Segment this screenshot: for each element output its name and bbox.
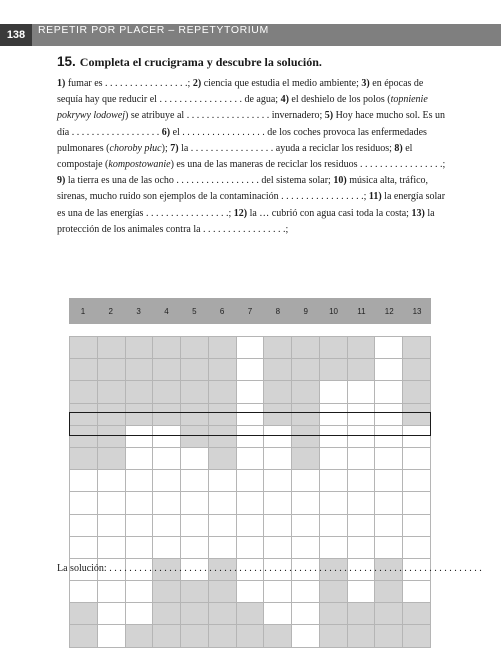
- clue-text: la … cubrió con agua casi toda la costa;: [247, 207, 412, 219]
- crossword-cell[interactable]: [237, 359, 265, 381]
- clue-translation: choroby płuc: [109, 142, 162, 154]
- crossword-cell[interactable]: [237, 625, 265, 647]
- column-number: 4: [164, 306, 169, 316]
- clue-text-after: );: [161, 142, 171, 154]
- crossword-cell[interactable]: [348, 404, 376, 426]
- solution-cell[interactable]: [153, 470, 181, 492]
- crossword-cell[interactable]: [403, 381, 431, 403]
- crossword-cell[interactable]: [126, 492, 154, 514]
- column-number: 1: [80, 306, 86, 316]
- crossword-cell[interactable]: [70, 515, 98, 537]
- crossword-cell[interactable]: [375, 448, 403, 470]
- crossword-cell[interactable]: [403, 581, 431, 603]
- solution-label: La solución:: [57, 563, 107, 574]
- crossword-cell[interactable]: [264, 492, 292, 514]
- crossword-cell[interactable]: [320, 515, 348, 537]
- column-number: 7: [247, 306, 253, 316]
- solution-dots: . . . . . . . . . . . . . . . . . . . . . . . . . . . . . . . . . . . . . . . . . . . . . . . . . . . . . . . . . . . . . . . . . . . . . . . . . . .: [106, 563, 482, 574]
- crossword-cell[interactable]: [292, 625, 320, 647]
- solution-line: [57, 563, 482, 574]
- clue-number: 5): [324, 110, 334, 122]
- crossword-cell[interactable]: [209, 337, 237, 359]
- exercise-title: [57, 54, 322, 70]
- solution-cell[interactable]: [320, 470, 348, 492]
- crossword-cell[interactable]: [126, 381, 154, 403]
- crossword-cell[interactable]: [403, 603, 431, 625]
- crossword-cell[interactable]: [98, 337, 126, 359]
- crossword-cell[interactable]: [70, 625, 98, 647]
- crossword-cell[interactable]: [126, 404, 154, 426]
- crossword-cell[interactable]: [292, 448, 320, 470]
- column-number: 13: [412, 306, 422, 316]
- crossword-cell[interactable]: [237, 492, 265, 514]
- clue-translation: kompostowanie: [108, 159, 171, 171]
- crossword-cell[interactable]: [181, 625, 209, 647]
- crossword-cell[interactable]: [209, 625, 237, 647]
- crossword-cell[interactable]: [209, 492, 237, 514]
- crossword-cell[interactable]: [375, 581, 403, 603]
- clue-text-after: ) es una de las maneras de reciclar los residuos . . . . . . . . . . . . . . . . .;: [170, 159, 446, 171]
- crossword-cell[interactable]: [375, 404, 403, 426]
- crossword-cell[interactable]: [320, 581, 348, 603]
- crossword-cell[interactable]: [126, 448, 154, 470]
- crossword-cell[interactable]: [70, 581, 98, 603]
- column-number: 9: [303, 306, 308, 316]
- crossword-cell[interactable]: [375, 426, 403, 448]
- crossword-cell[interactable]: [292, 359, 320, 381]
- solution-cell[interactable]: [292, 470, 320, 492]
- crossword-cell[interactable]: [70, 603, 98, 625]
- clue-text: música alta, tráfico, sirenas, mucho ruido son ejemplos de la contaminación . . . . . . . . . . . . . . . . .;: [57, 175, 429, 203]
- crossword-cell[interactable]: [98, 537, 126, 559]
- column-number: 2: [108, 306, 113, 316]
- crossword-cell[interactable]: [348, 381, 376, 403]
- crossword-cell[interactable]: [181, 537, 209, 559]
- column-number-row: [69, 298, 431, 324]
- crossword-cell[interactable]: [70, 404, 98, 426]
- crossword-cell[interactable]: [264, 359, 292, 381]
- crossword-cell[interactable]: [181, 515, 209, 537]
- crossword-cell[interactable]: [264, 515, 292, 537]
- clue-text-after: ) se atribuye al . . . . . . . . . . . . . . . . . invernadero;: [125, 110, 325, 122]
- crossword-cell[interactable]: [348, 537, 376, 559]
- running-head: REPETIR POR PLACER – REPETYTORIUM: [38, 24, 269, 36]
- crossword-cell[interactable]: [98, 426, 126, 448]
- crossword-cell[interactable]: [320, 603, 348, 625]
- page-number: 138: [0, 24, 32, 46]
- crossword-cell[interactable]: [153, 492, 181, 514]
- crossword-cell[interactable]: [126, 359, 154, 381]
- crossword-cell[interactable]: [70, 426, 98, 448]
- solution-cell[interactable]: [209, 470, 237, 492]
- crossword-cell[interactable]: [348, 359, 376, 381]
- crossword-cell[interactable]: [153, 359, 181, 381]
- crossword-cell[interactable]: [98, 581, 126, 603]
- crossword-cell[interactable]: [98, 515, 126, 537]
- crossword-cell[interactable]: [126, 625, 154, 647]
- crossword-cell[interactable]: [320, 381, 348, 403]
- crossword-cell[interactable]: [98, 603, 126, 625]
- crossword-cell[interactable]: [181, 581, 209, 603]
- clue-text: el . . . . . . . . . . . . . . . . . de los coches provoca las enfermedades pulmonares (: [57, 126, 427, 154]
- crossword-cell[interactable]: [181, 426, 209, 448]
- crossword-cell[interactable]: [98, 448, 126, 470]
- crossword-cell[interactable]: [403, 337, 431, 359]
- crossword-cell[interactable]: [70, 537, 98, 559]
- crossword-cell[interactable]: [320, 625, 348, 647]
- clue: [170, 143, 394, 154]
- crossword-cell[interactable]: [209, 381, 237, 403]
- crossword-cell[interactable]: [320, 448, 348, 470]
- crossword-cell[interactable]: [153, 625, 181, 647]
- clue-text: el compostaje (: [57, 142, 413, 171]
- crossword-cell[interactable]: [375, 537, 403, 559]
- crossword-cell[interactable]: [153, 337, 181, 359]
- crossword-cell[interactable]: [348, 426, 376, 448]
- crossword-cell[interactable]: [403, 537, 431, 559]
- crossword-grid: [69, 336, 431, 648]
- crossword-cell[interactable]: [320, 337, 348, 359]
- crossword-cell[interactable]: [348, 337, 376, 359]
- crossword-cell[interactable]: [292, 337, 320, 359]
- running-header-bar: [0, 24, 501, 46]
- crossword-cell[interactable]: [98, 492, 126, 514]
- solution-cell[interactable]: [70, 470, 98, 492]
- crossword-cell[interactable]: [264, 603, 292, 625]
- crossword-cell[interactable]: [264, 337, 292, 359]
- crossword-cell[interactable]: [264, 537, 292, 559]
- clue-number: 13): [411, 207, 425, 219]
- crossword-cell[interactable]: [237, 581, 265, 603]
- solution-cell[interactable]: [403, 470, 431, 492]
- crossword-cell[interactable]: [209, 404, 237, 426]
- crossword-cell[interactable]: [237, 515, 265, 537]
- crossword-cell[interactable]: [292, 515, 320, 537]
- crossword-cell[interactable]: [237, 537, 265, 559]
- crossword-cell[interactable]: [209, 448, 237, 470]
- clue-text: la tierra es una de las ocho . . . . . . . . . . . . . . . . . del sistema solar;: [65, 175, 334, 187]
- crossword-cell[interactable]: [264, 448, 292, 470]
- clue-text: la . . . . . . . . . . . . . . . . . ayuda a reciclar los residuos;: [178, 142, 395, 154]
- clue: [193, 78, 362, 89]
- crossword-cell[interactable]: [320, 492, 348, 514]
- clue-text: fumar es . . . . . . . . . . . . . . . . .;: [65, 78, 193, 89]
- crossword-cell[interactable]: [98, 381, 126, 403]
- crossword-cell[interactable]: [375, 515, 403, 537]
- crossword-cell[interactable]: [70, 381, 98, 403]
- crossword-cell[interactable]: [375, 337, 403, 359]
- crossword-cell[interactable]: [403, 625, 431, 647]
- crossword-cell[interactable]: [264, 404, 292, 426]
- crossword-cell[interactable]: [153, 448, 181, 470]
- crossword-cell[interactable]: [292, 537, 320, 559]
- crossword-cell[interactable]: [375, 359, 403, 381]
- crossword-cell[interactable]: [209, 581, 237, 603]
- crossword-cell[interactable]: [153, 515, 181, 537]
- crossword-cell[interactable]: [153, 537, 181, 559]
- crossword-cell[interactable]: [292, 492, 320, 514]
- crossword-cell[interactable]: [292, 603, 320, 625]
- clue-number: 2): [192, 78, 202, 89]
- clue-translation: topnienie pokrywy lodowej: [57, 94, 428, 122]
- crossword-cell[interactable]: [375, 381, 403, 403]
- crossword-cell[interactable]: [348, 603, 376, 625]
- crossword-cell[interactable]: [320, 426, 348, 448]
- exercise-instruction: Completa el crucigrama y descubre la solución.: [79, 55, 322, 69]
- crossword-cell[interactable]: [264, 625, 292, 647]
- clue-text: ciencia que estudia el medio ambiente;: [201, 78, 362, 89]
- column-number: 12: [384, 306, 394, 316]
- crossword-cell[interactable]: [209, 537, 237, 559]
- crossword-cell[interactable]: [153, 404, 181, 426]
- crossword-cell[interactable]: [153, 381, 181, 403]
- solution-cell[interactable]: [375, 470, 403, 492]
- crossword-cell[interactable]: [153, 581, 181, 603]
- clue-number: 12): [233, 207, 248, 219]
- clue-number: 10): [333, 175, 347, 187]
- crossword-cell[interactable]: [126, 603, 154, 625]
- crossword-cell[interactable]: [153, 603, 181, 625]
- column-number: 5: [192, 306, 197, 316]
- crossword-cell[interactable]: [292, 404, 320, 426]
- crossword-cell[interactable]: [209, 426, 237, 448]
- crossword-cell[interactable]: [320, 537, 348, 559]
- crossword-cell[interactable]: [181, 337, 209, 359]
- crossword-cell[interactable]: [98, 404, 126, 426]
- solution-cell[interactable]: [126, 470, 154, 492]
- crossword-cell[interactable]: [70, 337, 98, 359]
- crossword-cell[interactable]: [181, 603, 209, 625]
- crossword-cell[interactable]: [348, 625, 376, 647]
- crossword-cell[interactable]: [98, 359, 126, 381]
- crossword-cell[interactable]: [403, 448, 431, 470]
- crossword-cell[interactable]: [181, 381, 209, 403]
- crossword-cell[interactable]: [126, 515, 154, 537]
- clue-number: 3): [361, 78, 370, 89]
- crossword-cell[interactable]: [209, 515, 237, 537]
- clue-text: la energía solar es una de las energías . . . . . . . . . . . . . . . . .;: [57, 191, 446, 219]
- column-number: 11: [357, 306, 366, 316]
- solution-cell[interactable]: [348, 470, 376, 492]
- crossword-cell[interactable]: [70, 448, 98, 470]
- clue: [234, 208, 412, 219]
- column-number: 3: [136, 306, 141, 316]
- solution-cell[interactable]: [98, 470, 126, 492]
- crossword-cell[interactable]: [126, 581, 154, 603]
- crossword-cell[interactable]: [375, 603, 403, 625]
- column-number: 6: [219, 306, 225, 316]
- clue: [57, 78, 193, 89]
- crossword-cell[interactable]: [264, 381, 292, 403]
- crossword-cell[interactable]: [348, 515, 376, 537]
- crossword-cell[interactable]: [209, 603, 237, 625]
- clue-number: 8): [394, 142, 403, 154]
- clue-text: en épocas de sequía hay que reducir el . . . . . . . . . . . . . . . . . de agua;: [57, 78, 424, 106]
- crossword-cell[interactable]: [237, 426, 265, 448]
- crossword-cell[interactable]: [153, 426, 181, 448]
- crossword-cell[interactable]: [320, 404, 348, 426]
- crossword-cell[interactable]: [403, 404, 431, 426]
- clue-number: 4): [280, 94, 289, 106]
- crossword-cell[interactable]: [70, 359, 98, 381]
- crossword-cell[interactable]: [181, 404, 209, 426]
- crossword: [69, 298, 431, 648]
- crossword-cell[interactable]: [348, 581, 376, 603]
- crossword-cell[interactable]: [181, 492, 209, 514]
- clue-number: 1): [57, 78, 66, 89]
- crossword-cell[interactable]: [348, 448, 376, 470]
- clue-number: 9): [57, 175, 66, 187]
- crossword-cell[interactable]: [264, 581, 292, 603]
- solution-cell[interactable]: [264, 470, 292, 492]
- clue-text: Hoy hace mucho sol. Es un día . . . . . . . . . . . . . . . . . .: [57, 110, 446, 138]
- clue-number: 7): [170, 142, 179, 154]
- crossword-cell[interactable]: [181, 359, 209, 381]
- solution-cell[interactable]: [237, 470, 265, 492]
- crossword-cell[interactable]: [126, 426, 154, 448]
- crossword-cell[interactable]: [209, 359, 237, 381]
- crossword-cell[interactable]: [237, 337, 265, 359]
- crossword-cell[interactable]: [292, 381, 320, 403]
- crossword-cell[interactable]: [237, 381, 265, 403]
- crossword-cell[interactable]: [126, 337, 154, 359]
- exercise-number: 15.: [57, 54, 76, 69]
- crossword-cell[interactable]: [320, 359, 348, 381]
- crossword-cell[interactable]: [237, 448, 265, 470]
- clue-list: [57, 76, 449, 238]
- column-number: 10: [329, 306, 338, 316]
- clue-number: 11): [368, 191, 382, 203]
- crossword-cell[interactable]: [292, 581, 320, 603]
- crossword-cell[interactable]: [292, 426, 320, 448]
- crossword-cell[interactable]: [403, 492, 431, 514]
- clue: [57, 175, 333, 186]
- column-number: 8: [275, 306, 281, 316]
- crossword-cell[interactable]: [375, 492, 403, 514]
- crossword-cell[interactable]: [237, 404, 265, 426]
- crossword-cell[interactable]: [375, 625, 403, 647]
- clue-text: el deshielo de los polos (: [288, 94, 391, 106]
- crossword-cell[interactable]: [403, 426, 431, 448]
- crossword-cell[interactable]: [403, 359, 431, 381]
- crossword-cell[interactable]: [237, 603, 265, 625]
- crossword-cell[interactable]: [348, 492, 376, 514]
- crossword-cell[interactable]: [126, 537, 154, 559]
- clue-number: 6): [161, 126, 171, 138]
- crossword-cell[interactable]: [98, 625, 126, 647]
- clue-text: la protección de los animales contra la . . . . . . . . . . . . . . . . .;: [57, 207, 435, 235]
- crossword-cell[interactable]: [70, 492, 98, 514]
- crossword-cell[interactable]: [181, 448, 209, 470]
- crossword-cell[interactable]: [264, 426, 292, 448]
- crossword-cell[interactable]: [403, 515, 431, 537]
- solution-cell[interactable]: [181, 470, 209, 492]
